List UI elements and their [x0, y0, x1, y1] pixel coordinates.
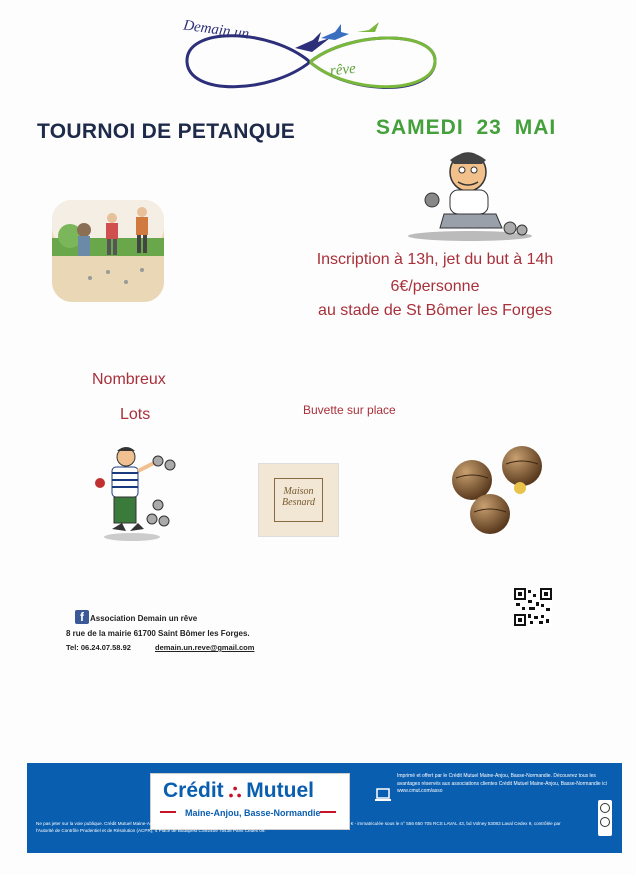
- sponsor-logo-box: [258, 463, 339, 537]
- sponsor-name-line2: Besnard: [282, 497, 315, 508]
- facebook-icon[interactable]: f: [75, 610, 89, 624]
- info-registration: Inscription à 13h, jet du but à 14h: [316, 251, 554, 268]
- event-date: SAMEDI 23 MAI: [376, 116, 557, 139]
- logo-text-bottom: rêve: [329, 60, 357, 80]
- event-title: TOURNOI DE PETANQUE: [37, 120, 296, 143]
- players-illustration: [50, 198, 166, 304]
- info-location: au stade de St Bômer les Forges: [318, 302, 552, 319]
- association-address: 8 rue de la mairie 61700 Saint Bômer les Forges.: [66, 629, 250, 638]
- lots-line2: Lots: [120, 406, 151, 423]
- qr-code-icon[interactable]: [514, 588, 552, 626]
- logo-divider-right: [320, 811, 336, 813]
- logo-text-top: Demain un: [182, 17, 251, 43]
- association-email-link[interactable]: demain.un.reve@gmail.com: [155, 643, 255, 652]
- laptop-icon: [374, 787, 392, 803]
- footer-right-text: Imprimé et offert par le Crédit Mutuel Maine-Anjou, Basse-Normandie. Découvrez tous les avantages réservés aux associations clientes Crédit Mutuel Maine-Anjou, Basse-Normandie ici www.cmut.com/asso: [397, 773, 607, 794]
- buvette-text: Buvette sur place: [303, 403, 396, 417]
- credit-mutuel-region: Maine-Anjou, Basse-Normandie: [185, 808, 321, 818]
- throwing-player-illustration: [92, 443, 180, 543]
- cartoon-player-illustration: [406, 150, 532, 242]
- footer-legal-text: Ne pas jeter sur la voie publique. Crédit Mutuel Maine-Anjou et Basse-Normandie. Société coopérative anonyme à capital variable, capital initial de 38 112 € - immatriculée sous le n° 556 650 705 RCS LAVAL 43, bd Volney 53083 Laval Cedex 9, contrôlée par l'Autorité de Contrôle Prudentiel et de Résolution (ACPR), 4 Place de Budapest CS92459 75436 Paris Cedex 09.: [36, 821, 561, 833]
- association-tel: Tel: 06.24.07.58.92: [66, 643, 131, 652]
- sponsor-name-line1: Maison: [283, 486, 314, 497]
- logo-divider-left: [160, 811, 176, 813]
- lots-line1: Nombreux: [92, 371, 166, 388]
- boules-illustration: [448, 442, 548, 536]
- association-name: Association Demain un rêve: [90, 614, 198, 623]
- recycle-icon: [598, 800, 612, 836]
- info-price: 6€/personne: [390, 278, 480, 295]
- credit-mutuel-emblem-icon: ⛬: [223, 781, 247, 801]
- credit-mutuel-logo: Crédit ⛬ Mutuel: [163, 779, 314, 802]
